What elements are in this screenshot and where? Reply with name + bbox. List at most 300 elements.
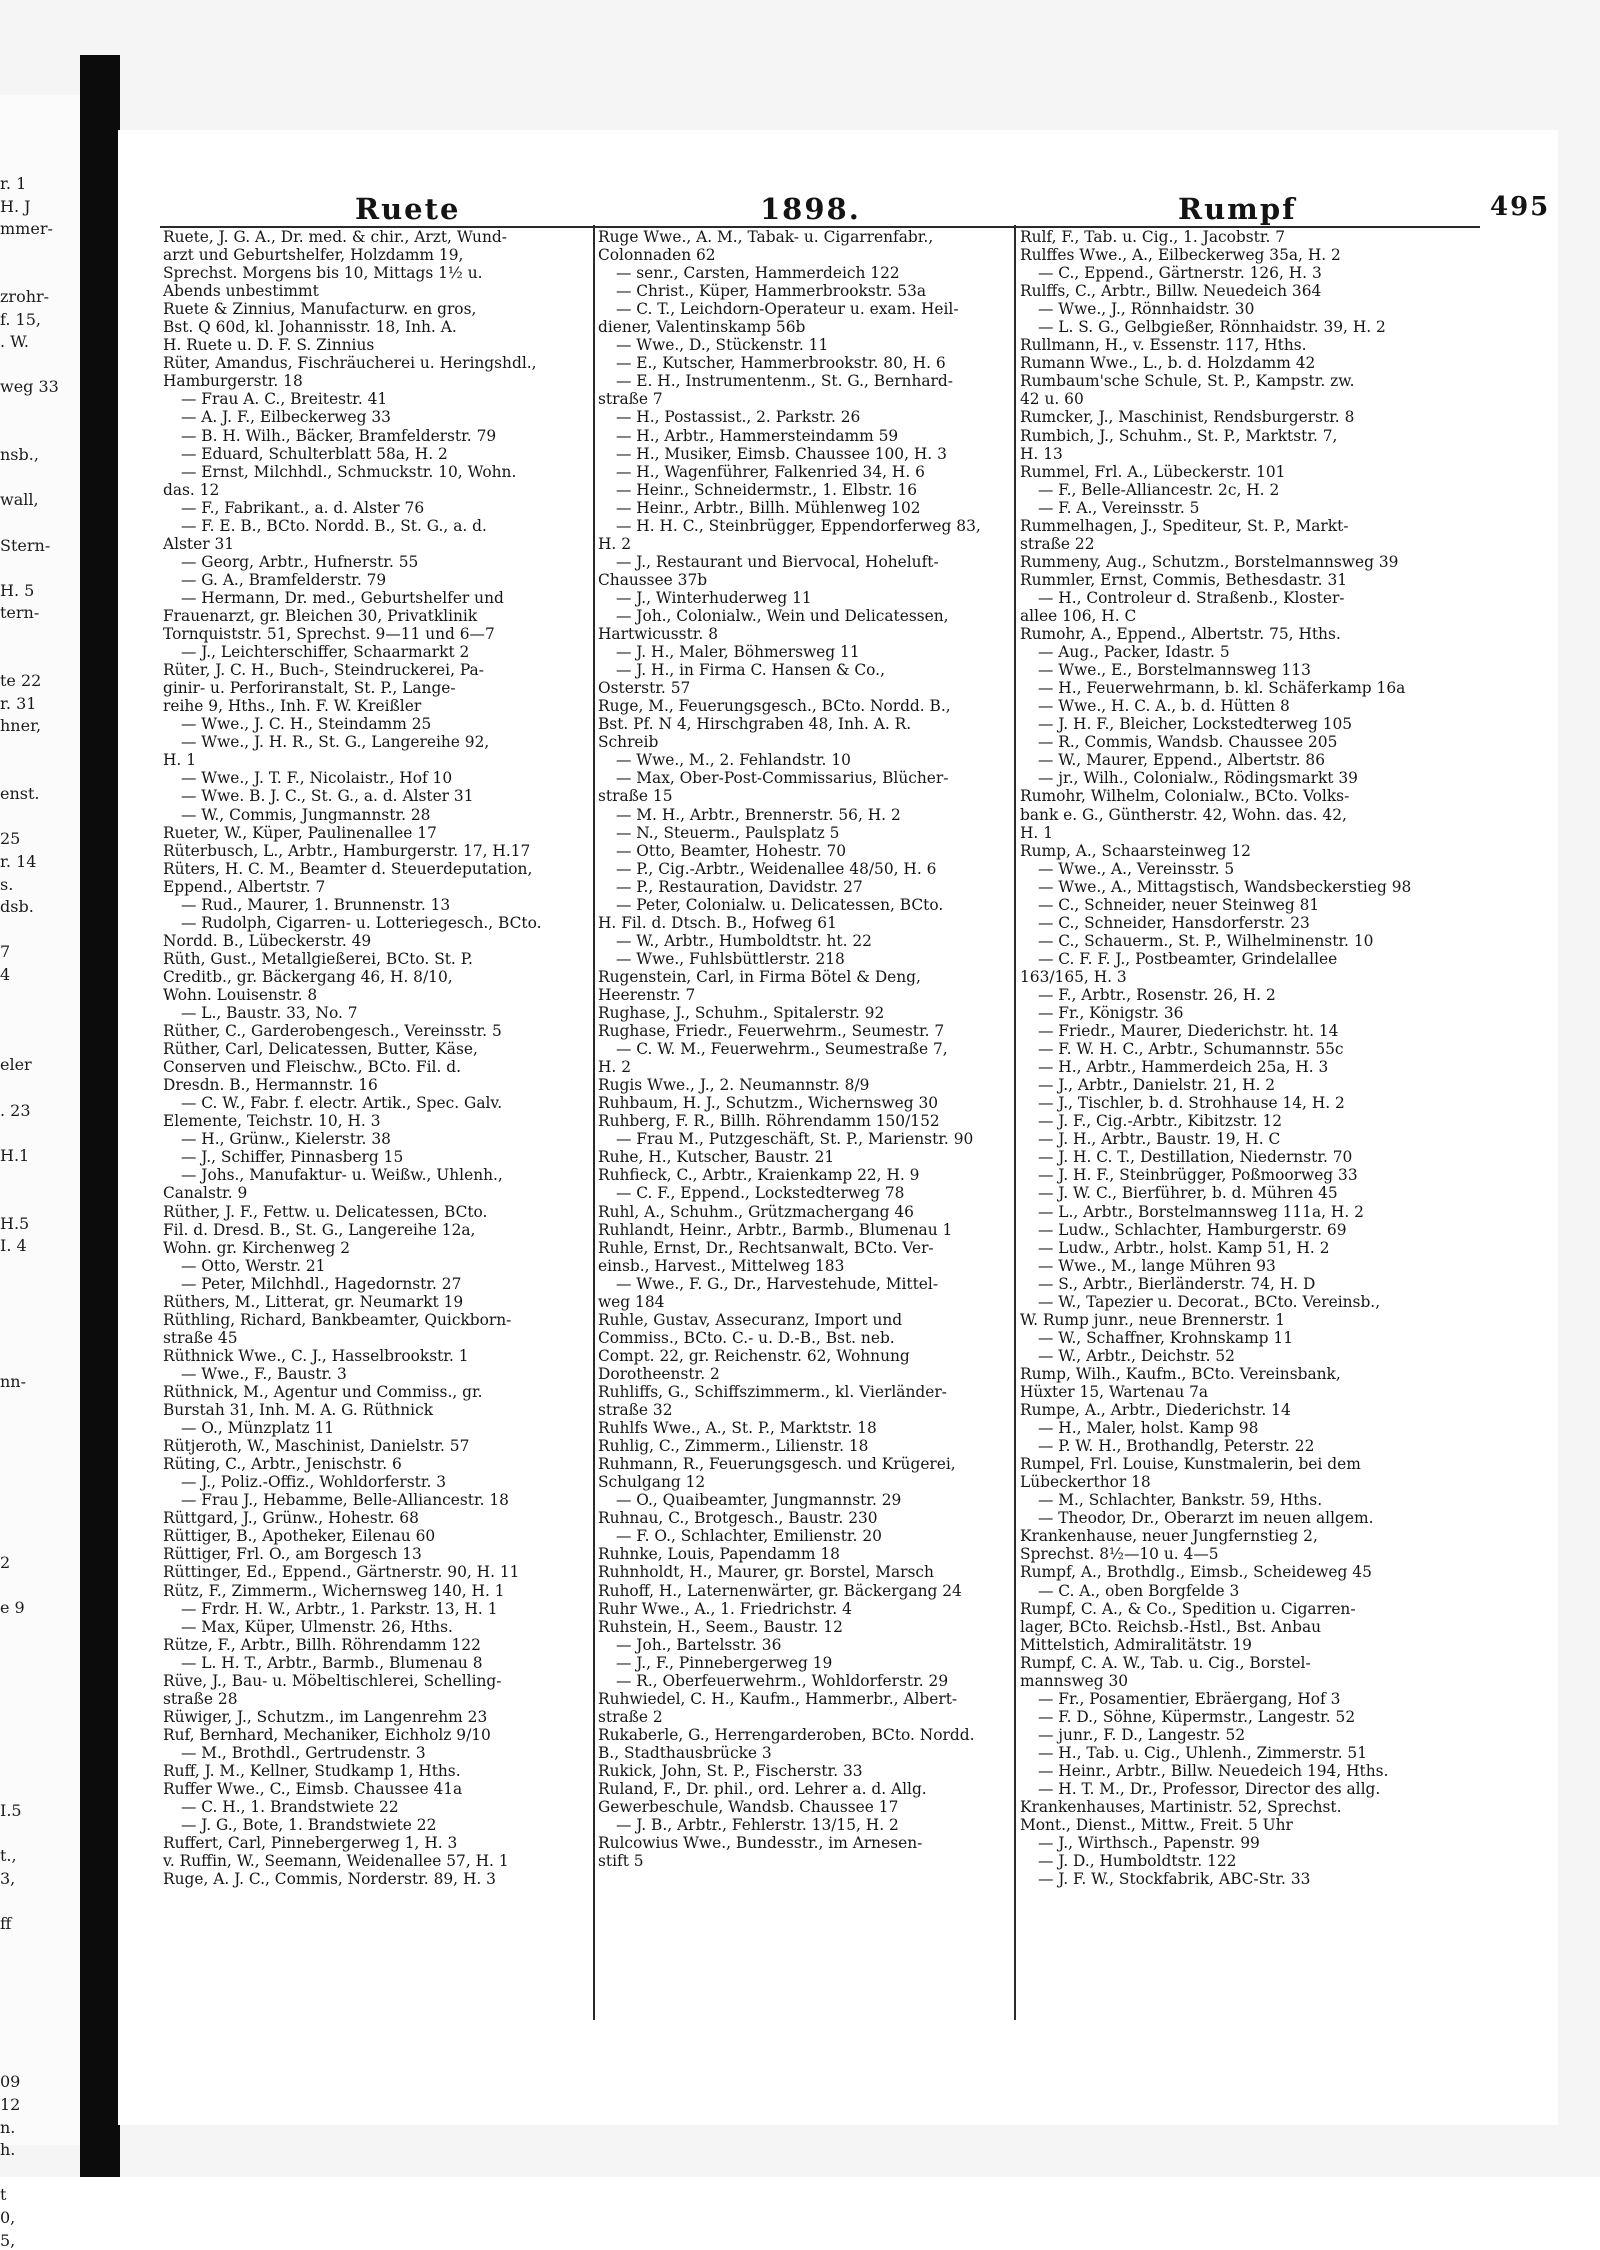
directory-line: — Peter, Colonialw. u. Delicatessen, BCto. [616,895,944,914]
left-page-fragment: H.5 [0,1213,30,1233]
directory-line: Rulf, F., Tab. u. Cig., 1. Jacobstr. 7 [1020,228,1286,246]
directory-line: Rüting, C., Arbtr., Jenischstr. 6 [163,1455,402,1474]
directory-line: — B. H. Wilh., Bäcker, Bramfelderstr. 79 [181,426,497,445]
directory-line: — Wwe., A., Vereinsstr. 5 [1038,859,1235,878]
directory-line: — Peter, Milchhdl., Hagedornstr. 27 [181,1274,462,1293]
left-page-fragment: h. [0,2140,16,2160]
directory-line: Rulffs, C., Arbtr., Billw. Neuedeich 364 [1020,282,1322,301]
directory-line: Rumpel, Frl. Louise, Kunstmalerin, bei dem [1020,1455,1361,1474]
directory-line: — E., Kutscher, Hammerbrookstr. 80, H. 6 [616,354,946,373]
directory-line: Ruf, Bernhard, Mechaniker, Eichholz 9/10 [163,1725,491,1744]
directory-line: Ruhmann, R., Feuerungsgesch. und Krügerei, [598,1455,956,1474]
directory-line: Rulcowius Wwe., Bundesstr., im Arnesen- [598,1834,923,1853]
directory-line: straße 32 [598,1401,673,1420]
left-page-fragment: wall, [0,490,39,510]
directory-line: — C. T., Leichdorn-Operateur u. exam. Heil- [616,300,959,319]
directory-line: — M., Brothdl., Gertrudenstr. 3 [181,1743,426,1762]
left-page-fragment: 09 [0,2072,21,2092]
directory-line: Rüther, C., Garderobengesch., Vereinsstr. 5 [163,1022,502,1041]
directory-line: Fil. d. Dresd. B., St. G., Langereihe 12a, [163,1220,476,1239]
directory-line: — P., Cig.-Arbtr., Weidenallee 48/50, H. 6 [616,859,937,878]
directory-line: — Eduard, Schulterblatt 58a, H. 2 [181,444,448,463]
directory-line: ginir- u. Perforiranstalt, St. P., Lange- [163,679,456,698]
directory-line: Colonnaden 62 [598,246,716,265]
directory-line: — W., Arbtr., Deichstr. 52 [1038,1346,1235,1365]
directory-line: — C., Schauerm., St. P., Wilhelminenstr. 10 [1038,931,1374,950]
left-page-fragment: 5, [0,2230,16,2250]
directory-line: — J. H. C. T., Destillation, Niedernstr. 70 [1038,1148,1353,1167]
directory-line: — H., Maler, holst. Kamp 98 [1038,1419,1259,1438]
left-page-fragment: dsb. [0,897,34,917]
directory-line: — Wwe. B. J. C., St. G., a. d. Alster 31 [181,787,474,806]
directory-line: Rueter, W., Küper, Paulinenallee 17 [163,823,437,842]
directory-line: Hartwicusstr. 8 [598,625,718,644]
directory-line: Elemente, Teichstr. 10, H. 3 [163,1112,381,1131]
directory-line: Rugenstein, Carl, in Firma Bötel & Deng, [598,967,921,986]
directory-line: — Wwe., J. T. F., Nicolaistr., Hof 10 [181,769,453,788]
left-page-fragment: r. 14 [0,852,37,871]
directory-line: — H., Tab. u. Cig., Uhlenh., Zimmerstr. 51 [1038,1743,1367,1762]
directory-line: — H., Arbtr., Hammerdeich 25a, H. 3 [1038,1058,1329,1077]
directory-line: — W., Commis, Jungmannstr. 28 [181,805,431,824]
left-page-fragment: nsb., [0,445,39,465]
directory-line: — Ludw., Arbtr., holst. Kamp 51, H. 2 [1038,1238,1330,1257]
left-page-fragment: zrohr- [0,287,50,306]
directory-line: straße 45 [163,1328,238,1347]
directory-line: Abends unbestimmt [163,282,319,301]
directory-column-1 [163,228,618,2028]
directory-line: — W., Tapezier u. Decorat., BCto. Vereinsb., [1038,1292,1381,1311]
directory-line: H. 2 [598,1058,631,1077]
directory-line: — Heinr., Schneidermstr., 1. Elbstr. 16 [616,480,918,499]
directory-line: Eppend., Albertstr. 7 [163,877,326,896]
directory-line: Ruland, F., Dr. phil., ord. Lehrer a. d. Allg. [598,1780,927,1799]
directory-line: — Aug., Packer, Idastr. 5 [1038,643,1230,662]
directory-line: Ruete, J. G. A., Dr. med. & chir., Arzt, Wund- [163,228,507,246]
directory-line: Commiss., BCto. C.- u. D.-B., Bst. neb. [598,1328,895,1347]
directory-line: Ruge Wwe., A. M., Tabak- u. Cigarrenfabr., [598,228,934,246]
directory-line: Rüthers, M., Litterat, gr. Neumarkt 19 [163,1292,464,1311]
directory-line: — P., Restauration, Davidstr. 27 [616,877,863,896]
directory-line: — Otto, Beamter, Hohestr. 70 [616,841,847,860]
directory-line: — F. E. B., BCto. Nordd. B., St. G., a. d. [181,516,487,535]
directory-line: Ruhoff, H., Laternenwärter, gr. Bäckergang 24 [598,1581,962,1600]
directory-line: Rumpe, A., Arbtr., Diederichstr. 14 [1020,1401,1291,1420]
directory-line: Ruhle, Ernst, Dr., Rechtsanwalt, BCto. Ver- [598,1238,934,1257]
directory-line: Ruhlig, C., Zimmerm., Lilienstr. 18 [598,1437,869,1456]
directory-line: — Wwe., J., Rönnhaidstr. 30 [1038,300,1255,319]
directory-line: Rumbich, J., Schuhm., St. P., Marktstr. 7, [1020,426,1338,445]
directory-line: Conserven und Fleischw., BCto. Fil. d. [163,1058,461,1077]
directory-line: — Wwe., Fuhlsbüttlerstr. 218 [616,949,845,968]
directory-line: Creditb., gr. Bäckergang 46, H. 8/10, [163,967,453,986]
directory-line: Krankenhause, neuer Jungfernstieg 2, [1020,1527,1318,1546]
directory-line: straße 2 [598,1707,663,1726]
left-page-fragment: 2 [0,1552,11,1572]
directory-line: — Ludw., Schlachter, Hamburgerstr. 69 [1038,1220,1347,1239]
left-page-fragment: eler [0,1055,32,1075]
year-heading: 1898. [760,192,861,226]
directory-line: Rumohr, A., Eppend., Albertstr. 75, Hths. [1020,625,1341,644]
directory-line: — Georg, Arbtr., Hufnerstr. 55 [181,552,419,571]
directory-line: — J., Schiffer, Pinnasberg 15 [181,1148,404,1167]
directory-line: H. 1 [1020,823,1053,842]
directory-line: Rüter, J. C. H., Buch-, Steindruckerei, Pa- [163,661,484,680]
directory-line: — Rud., Maurer, 1. Brunnenstr. 13 [181,895,451,914]
directory-line: Rummel, Frl. A., Lübeckerstr. 101 [1020,462,1286,481]
directory-line: — W., Arbtr., Humboldtstr. ht. 22 [616,931,872,950]
directory-line: Rüttiger, B., Apotheker, Eilenau 60 [163,1527,436,1546]
left-page-fragment: f. 15, [0,309,41,329]
left-page-fragment: ff [0,1914,12,1934]
left-page-fragment: hner, [0,716,42,736]
left-page-fragment: tern- [0,603,40,623]
directory-line: — Wwe., M., 2. Fehlandstr. 10 [616,751,851,770]
directory-line: Rummeny, Aug., Schutzm., Borstelmannsweg 39 [1020,552,1399,571]
directory-line: Ruete & Zinnius, Manufacturw. en gros, [163,300,477,319]
directory-line: diener, Valentinskamp 56b [598,318,806,337]
directory-line: — O., Münzplatz 11 [181,1419,335,1438]
left-page-fragment: r. 31 [0,693,37,713]
directory-line: Rütze, F., Arbtr., Billh. Röhrendamm 122 [163,1635,481,1654]
directory-line: H. Ruete u. D. F. S. Zinnius [163,336,375,355]
directory-line: Bst. Pf. N 4, Hirschgraben 48, Inh. A. R. [598,715,912,734]
directory-line: mannsweg 30 [1020,1671,1129,1690]
left-page-fragment: H.1 [0,1145,30,1165]
directory-line: — F., Arbtr., Rosenstr. 26, H. 2 [1038,985,1276,1004]
directory-line: — J. F. W., Stockfabrik, ABC-Str. 33 [1038,1870,1311,1889]
left-page-fragment: t [0,2185,7,2205]
directory-line: Mont., Dienst., Mittw., Freit. 5 Uhr [1020,1816,1293,1835]
directory-line: Osterstr. 57 [598,679,691,698]
directory-line: — J. H. F., Steinbrügger, Poßmoorweg 33 [1038,1166,1358,1185]
directory-line: H. 1 [163,751,196,770]
directory-line: — P. W. H., Brothandlg, Peterstr. 22 [1038,1437,1315,1456]
directory-line: straße 22 [1020,534,1095,553]
directory-line: — L., Baustr. 33, No. 7 [181,1004,358,1023]
directory-line: — Wwe., J. C. H., Steindamm 25 [181,715,432,734]
directory-line: — S., Arbtr., Bierländerstr. 74, H. D [1038,1274,1316,1293]
directory-line: Rump, Wilh., Kaufm., BCto. Vereinsbank, [1020,1364,1341,1383]
directory-line: Sprechst. Morgens bis 10, Mittags 1½ u. [163,264,483,283]
directory-line: — Joh., Bartelsstr. 36 [616,1635,782,1654]
directory-line: lager, BCto. Reichsb.-Hstl., Bst. Anbau [1020,1617,1322,1636]
left-page-fragment: te 22 [0,671,42,691]
directory-line: — H., Arbtr., Hammersteindamm 59 [616,426,899,445]
directory-line: — O., Quaibeamter, Jungmannstr. 29 [616,1491,902,1510]
directory-line: das. 12 [163,480,220,499]
directory-line: — H., Postassist., 2. Parkstr. 26 [616,408,861,427]
left-page-fragment: H. 5 [0,580,35,600]
book-binding-shadow [80,55,120,2177]
directory-line: — J. B., Arbtr., Fehlerstr. 13/15, H. 2 [616,1816,899,1835]
directory-line: Ruhfieck, C., Arbtr., Kraienkamp 22, H. 9 [598,1166,920,1185]
directory-line: arzt und Geburtshelfer, Holzdamm 19, [163,246,464,265]
directory-line: Rütz, F., Zimmerm., Wichernsweg 140, H. 1 [163,1581,505,1600]
directory-line: — Otto, Werstr. 21 [181,1256,326,1275]
directory-line: Hüxter 15, Wartenau 7a [1020,1383,1209,1401]
directory-line: Ruhwiedel, C. H., Kaufm., Hammerbr., Albert- [598,1689,958,1708]
directory-line: Rüter, Amandus, Fischräucherei u. Heringshdl., [163,354,537,373]
left-page-fragment: e 9 [0,1597,25,1617]
left-page-fragment: nn- [0,1371,27,1391]
directory-line: — J., Leichterschiffer, Schaarmarkt 2 [181,643,470,662]
left-page-fragment: 4 [0,965,11,984]
directory-line: Mittelstich, Admiralitätstr. 19 [1020,1635,1252,1654]
directory-line: Rüwiger, J., Schutzm., im Langenrehm 23 [163,1707,488,1726]
directory-line: Rüterbusch, L., Arbtr., Hamburgerstr. 17, H.17 [163,841,531,860]
directory-line: Compt. 22, gr. Reichenstr. 62, Wohnung [598,1346,910,1365]
directory-line: Rüther, J. F., Fettw. u. Delicatessen, BCto. [163,1202,488,1221]
directory-line: straße 7 [598,390,663,409]
directory-line: Rumohr, Wilhelm, Colonialw., BCto. Volks- [1020,787,1350,806]
directory-line: Rüttinger, Ed., Eppend., Gärtnerstr. 90, H. 11 [163,1563,520,1582]
directory-line: — J., Wirthsch., Papenstr. 99 [1038,1834,1260,1853]
left-page-fragment: 3, [0,1869,16,1888]
directory-line: H. Fil. d. Dtsch. B., Hofweg 61 [598,913,837,932]
directory-line: — H. H. C., Steinbrügger, Eppendorferweg 83, [616,516,981,535]
directory-line: — J., F., Pinnebergerweg 19 [616,1653,833,1672]
directory-line: — Wwe., J. H. R., St. G., Langereihe 92, [181,733,490,752]
directory-line: Rüttgard, J., Grünw., Hohestr. 68 [163,1509,419,1528]
directory-line: Ruhberg, F. R., Billh. Röhrendamm 150/152 [598,1112,940,1131]
directory-line: Ruhr Wwe., A., 1. Friedrichstr. 4 [598,1599,852,1618]
directory-line: — Heinr., Arbtr., Billh. Mühlenweg 102 [616,498,921,517]
directory-line: Hamburgerstr. 18 [163,372,303,391]
directory-line: Rugis Wwe., J., 2. Neumannstr. 8/9 [598,1076,870,1095]
directory-line: Ruhle, Gustav, Assecuranz, Import und [598,1310,903,1329]
directory-line: H. 13 [1020,444,1063,463]
directory-line: Rüther, Carl, Delicatessen, Butter, Käse, [163,1040,478,1059]
directory-line: B., Stadthausbrücke 3 [598,1743,772,1762]
directory-line: — J. F., Cig.-Arbtr., Kibitzstr. 12 [1038,1112,1283,1131]
directory-line: — M., Schlachter, Bankstr. 59, Hths. [1038,1491,1323,1510]
directory-line: Gewerbeschule, Wandsb. Chaussee 17 [598,1798,899,1817]
directory-line: — Rudolph, Cigarren- u. Lotteriegesch., BCto. [181,913,542,932]
directory-line: Rüters, H. C. M., Beamter d. Steuerdeputation, [163,859,533,878]
directory-line: Rumcker, J., Maschinist, Rendsburgerstr. 8 [1020,408,1355,427]
directory-line: — H., Wagenführer, Falkenried 34, H. 6 [616,462,925,481]
directory-line: W. Rump junr., neue Brennerstr. 1 [1020,1310,1286,1329]
directory-line: — Max, Küper, Ulmenstr. 26, Hths. [181,1617,453,1636]
directory-line: Burstah 31, Inh. M. A. G. Rüthnick [163,1401,434,1420]
directory-line: Ruhlfs Wwe., A., St. P., Marktstr. 18 [598,1419,877,1438]
directory-line: — Christ., Küper, Hammerbrookstr. 53a [616,282,927,301]
directory-line: — Wwe., H. C. A., b. d. Hütten 8 [1038,697,1290,716]
left-page-fragment: . 23 [0,1100,31,1120]
directory-line: — H., Feuerwehrmann, b. kl. Schäferkamp 16a [1038,679,1406,698]
running-head-right: Rumpf [1178,192,1297,226]
directory-line: straße 28 [163,1689,238,1708]
directory-line: Canalstr. 9 [163,1184,248,1203]
directory-line: Ruge, A. J. C., Commis, Norderstr. 89, H. 3 [163,1870,496,1889]
directory-line: Schulgang 12 [598,1473,706,1492]
directory-line: — Frau J., Hebamme, Belle-Alliancestr. 18 [181,1491,509,1510]
directory-line: bank e. G., Güntherstr. 42, Wohn. das. 42, [1020,805,1347,824]
directory-line: — Heinr., Arbtr., Billw. Neuedeich 194, Hths. [1038,1761,1389,1780]
directory-line: Chaussee 37b [598,570,708,589]
directory-line: — jr., Wilh., Colonialw., Rödingsmarkt 39 [1038,769,1358,788]
directory-line: stift 5 [598,1852,644,1871]
directory-line: straße 15 [598,787,673,806]
directory-line: Rukick, John, St. P., Fischerstr. 33 [598,1761,863,1780]
directory-line: Rüve, J., Bau- u. Möbeltischlerei, Schelling- [163,1671,502,1690]
directory-line: — Fr., Posamentier, Ebräergang, Hof 3 [1038,1689,1341,1708]
directory-line: — C., Schneider, Hansdorferstr. 23 [1038,913,1310,932]
directory-line: — F. W. H. C., Arbtr., Schumannstr. 55c [1038,1040,1344,1059]
directory-line: — Frau A. C., Breitestr. 41 [181,390,388,409]
directory-line: — J. H., Maler, Böhmersweg 11 [616,643,860,662]
directory-line: — J., Tischler, b. d. Strohhause 14, H. 2 [1038,1094,1345,1113]
directory-line: — F., Fabrikant., a. d. Alster 76 [181,498,425,517]
directory-line: — N., Steuerm., Paulsplatz 5 [616,823,840,842]
directory-line: — Wwe., D., Stückenstr. 11 [616,336,829,355]
directory-line: — junr., F. D., Langestr. 52 [1038,1725,1246,1744]
directory-line: Rumbaum'sche Schule, St. P., Kampstr. zw. [1020,372,1355,391]
left-page-fragment: weg 33 [0,377,59,397]
left-page-fragment: H. J [0,196,31,216]
directory-line: — J., Winterhuderweg 11 [616,588,812,607]
left-page-fragment: n. [0,2117,16,2137]
directory-line: Dorotheenstr. 2 [598,1364,720,1383]
left-page-fragment: 12 [0,2095,21,2114]
directory-line: v. Ruffin, W., Seemann, Weidenallee 57, H. 1 [163,1852,509,1871]
directory-line: — J. H., in Firma C. Hansen & Co., [616,661,885,680]
directory-line: — C. F. F. J., Postbeamter, Grindelallee [1038,949,1338,968]
left-page-fragment: t., [0,1846,17,1866]
directory-line: — R., Commis, Wandsb. Chaussee 205 [1038,733,1338,752]
directory-line: Alster 31 [163,534,235,553]
directory-line: Ruhstein, H., Seem., Baustr. 12 [598,1617,843,1636]
directory-line: — Wwe., M., lange Mühren 93 [1038,1256,1276,1275]
directory-line: 163/165, H. 3 [1020,967,1127,986]
left-page-fragment: 7 [0,942,11,962]
directory-line: allee 106, H. C [1020,606,1137,625]
directory-line: — J. G., Bote, 1. Brandstwiete 22 [181,1816,437,1835]
directory-line: einsb., Harvest., Mittelweg 183 [598,1256,845,1275]
directory-line: Rukaberle, G., Herrengarderoben, BCto. Nordd. [598,1725,975,1744]
directory-line: — J. H., Arbtr., Baustr. 19, H. C [1038,1130,1281,1149]
directory-line: Rumpf, C. A. W., Tab. u. Cig., Borstel- [1020,1653,1311,1672]
directory-line: Schreib [598,733,659,752]
directory-line: — senr., Carsten, Hammerdeich 122 [616,264,900,283]
directory-line: — J., Poliz.-Offiz., Wohldorferstr. 3 [181,1473,447,1492]
directory-line: — Wwe., A., Mittagstisch, Wandsbeckerstieg 98 [1038,877,1412,896]
directory-line: — F. O., Schlachter, Emilienstr. 20 [616,1527,882,1546]
directory-line: — C. A., oben Borgfelde 3 [1038,1581,1240,1600]
directory-line: Ruhbaum, H. J., Schutzm., Wichernsweg 30 [598,1094,939,1113]
directory-line: Rummler, Ernst, Commis, Bethesdastr. 31 [1020,570,1348,589]
directory-line: — E. H., Instrumentenm., St. G., Bernhard- [616,372,953,391]
directory-line: — J., Arbtr., Danielstr. 21, H. 2 [1038,1076,1276,1095]
directory-line: Rüttiger, Frl. O., am Borgesch 13 [163,1545,422,1564]
directory-line: — R., Oberfeuerwehrm., Wohldorferstr. 29 [616,1671,949,1690]
directory-line: Sprechst. 8½—10 u. 4—5 [1020,1545,1219,1564]
directory-line: Rump, A., Schaarsteinweg 12 [1020,841,1251,860]
directory-line: — Wwe., E., Borstelmannsweg 113 [1038,661,1311,680]
directory-line: Wohn. gr. Kirchenweg 2 [163,1238,351,1257]
directory-line: Rüthling, Richard, Bankbeamter, Quickborn- [163,1310,512,1329]
directory-line: Rummelhagen, J., Spediteur, St. P., Markt- [1020,516,1349,535]
directory-line: — W., Maurer, Eppend., Albertstr. 86 [1038,751,1325,770]
left-page-fragment: I. 4 [0,1236,27,1256]
directory-line: Rumpf, A., Brothdlg., Eimsb., Scheideweg 45 [1020,1563,1372,1582]
directory-line: — C., Schneider, neuer Steinweg 81 [1038,895,1320,914]
directory-line: Rulffes Wwe., A., Eilbeckerweg 35a, H. 2 [1020,246,1341,265]
directory-line: — F. A., Vereinsstr. 5 [1038,498,1200,517]
directory-line: Ruhnholdt, H., Maurer, gr. Borstel, Marsch [598,1563,934,1582]
directory-line: — Max, Ober-Post-Commissarius, Blücher- [616,769,949,788]
directory-line: — C. H., 1. Brandstwiete 22 [181,1798,399,1817]
directory-line: Heerenstr. 7 [598,985,696,1004]
directory-line: — J., Restaurant und Biervocal, Hoheluft- [616,552,939,571]
running-head-left: Ruete [355,192,461,226]
directory-line: — M. H., Arbtr., Brennerstr. 56, H. 2 [616,805,901,824]
directory-line: Rughase, J., Schuhm., Spitalerstr. 92 [598,1004,885,1023]
directory-line: — Wwe., F. G., Dr., Harvestehude, Mittel- [616,1274,939,1293]
directory-line: Frauenarzt, gr. Bleichen 30, Privatklinik [163,606,478,625]
directory-line: weg 184 [598,1292,665,1311]
directory-line: — G. A., Bramfelderstr. 79 [181,570,387,589]
directory-line: Rumann Wwe., L., b. d. Holzdamm 42 [1020,354,1316,373]
directory-line: Ruhliffs, G., Schiffszimmerm., kl. Vierländer- [598,1383,947,1401]
directory-line: Ruhnau, C., Brotgesch., Baustr. 230 [598,1509,878,1528]
directory-line: — W., Schaffner, Krohnskamp 11 [1038,1328,1294,1347]
left-page-fragment: 25 [0,829,21,849]
directory-line: — H. T. M., Dr., Professor, Director des allg. [1038,1780,1381,1799]
directory-line: — C., Eppend., Gärtnerstr. 126, H. 3 [1038,264,1322,283]
left-page-fragment: s. [0,874,14,894]
page-number: 495 [1490,192,1551,222]
directory-line: — F. D., Söhne, Küpermstr., Langestr. 52 [1038,1707,1356,1726]
directory-line: Ruhl, A., Schuhm., Grützmachergang 46 [598,1202,914,1221]
directory-line: — C. F., Eppend., Lockstedterweg 78 [616,1184,905,1203]
directory-line: Wohn. Louisenstr. 8 [163,985,318,1004]
directory-line: Rüthnick, M., Agentur und Commiss., gr. [163,1383,483,1401]
directory-line: Rüthnick Wwe., C. J., Hasselbrookstr. 1 [163,1346,469,1365]
directory-line: — Frdr. H. W., Arbtr., 1. Parkstr. 13, H. 1 [181,1599,498,1618]
directory-line: — Johs., Manufaktur- u. Weißw., Uhlenh., [181,1166,503,1185]
directory-line: — C. W. M., Feuerwehrm., Seumestraße 7, [616,1040,948,1059]
directory-line: — Wwe., F., Baustr. 3 [181,1364,347,1383]
directory-line: — J. H. F., Bleicher, Lockstedterweg 105 [1038,715,1353,734]
directory-line: — Fr., Königstr. 36 [1038,1004,1184,1023]
directory-line: Bst. Q 60d, kl. Johannisstr. 18, Inh. A. [163,318,457,337]
directory-line: Rullmann, H., v. Essenstr. 117, Hths. [1020,336,1307,355]
directory-line: Lübeckerthor 18 [1020,1473,1151,1492]
directory-line: reihe 9, Hths., Inh. F. W. Kreißler [163,697,422,716]
directory-line: Rughase, Friedr., Feuerwehrm., Seumestr. 7 [598,1022,945,1041]
directory-line: — J. D., Humboldtstr. 122 [1038,1852,1237,1871]
directory-line: — L., Arbtr., Borstelmannsweg 111a, H. 2 [1038,1202,1364,1221]
directory-line: Tornquiststr. 51, Sprechst. 9—11 und 6—7 [163,625,495,644]
directory-line: — L. H. T., Arbtr., Barmb., Blumenau 8 [181,1653,483,1672]
directory-line: Ruhnke, Louis, Papendamm 18 [598,1545,840,1564]
directory-line: Ruff, J. M., Kellner, Studkamp 1, Hths. [163,1761,461,1780]
directory-line: — Frau M., Putzgeschäft, St. P., Marienstr. 90 [616,1130,974,1149]
directory-column-2 [598,228,1053,2028]
directory-line: H. 2 [598,534,631,553]
directory-line: — C. W., Fabr. f. electr. Artik., Spec. Galv. [181,1094,503,1113]
directory-line: Dresdn. B., Hermannstr. 16 [163,1076,378,1095]
directory-line: 42 u. 60 [1020,390,1084,409]
directory-line: Ruge, M., Feuerungsgesch., BCto. Nordd. B., [598,697,951,716]
left-page-fragment: mmer- [0,219,53,239]
left-page-fragment: 0, [0,2208,16,2227]
directory-line: Rüth, Gust., Metallgießerei, BCto. St. P. [163,949,473,968]
directory-column-3 [1020,228,1475,2028]
directory-line: Ruffert, Carl, Pinnebergerweg 1, H. 3 [163,1834,458,1853]
